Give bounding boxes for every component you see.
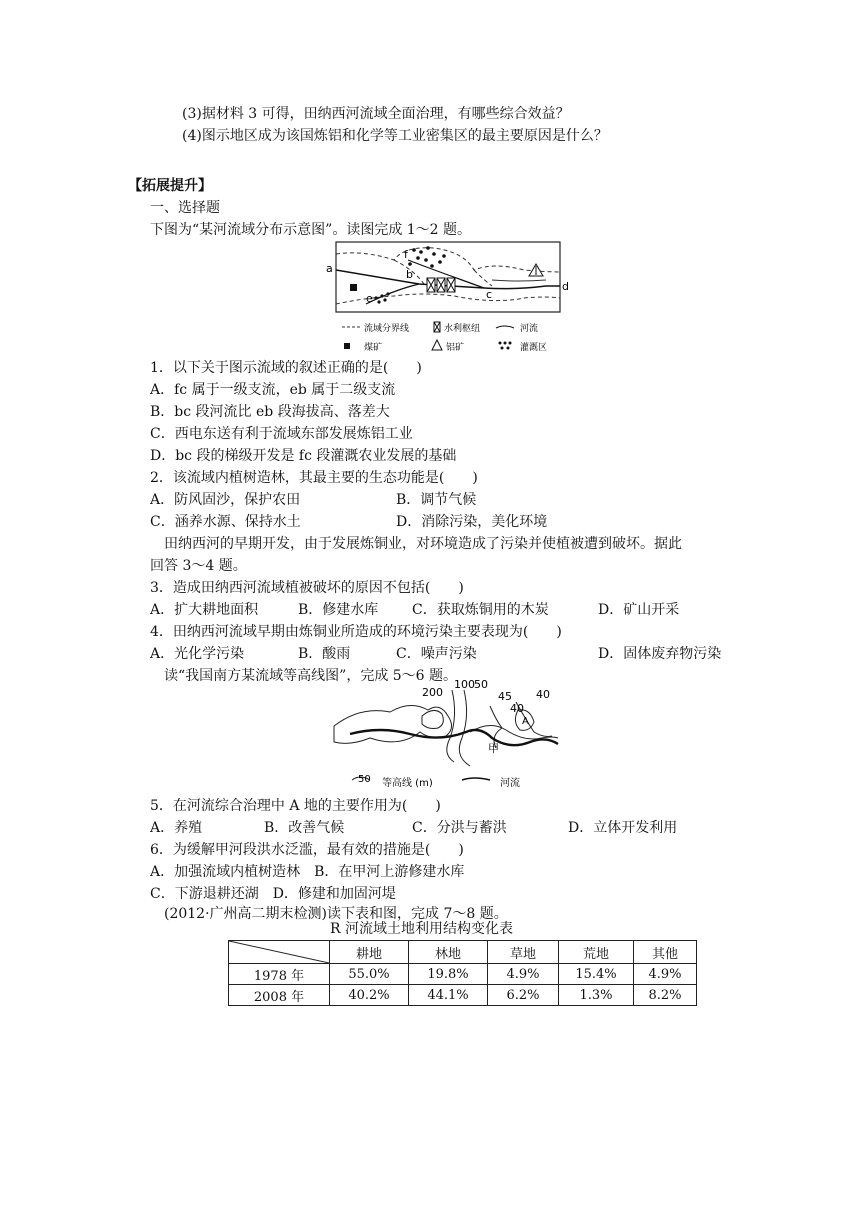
table-row <box>229 985 697 1006</box>
q2-option-d: D．消除污染，美化环境 <box>396 514 548 530</box>
q5-option-a: A．养殖 <box>150 820 203 836</box>
q4-option-d: D．固体废弃物污染 <box>598 646 722 662</box>
boundary-north <box>336 248 560 272</box>
question-4-text: (4)图示地区成为该国炼铝和化学等工业密集区的最主要原因是什么？ <box>182 128 608 144</box>
table-row <box>229 964 697 985</box>
q3-option-c: C．获取炼铜用的木炭 <box>412 602 549 618</box>
q3-stem: 3．造成田纳西河流域植被破坏的原因不包括( ) <box>150 580 464 596</box>
table-header: 其他 <box>634 941 697 964</box>
table-corner-cell <box>229 941 330 964</box>
boundary-inner-b <box>474 270 492 286</box>
q6-options-cd: C．下游退耕还湖 D．修建和加固河堤 <box>150 886 396 902</box>
contour-label-40b: 40 <box>510 702 524 715</box>
subsection-title: 一、选择题 <box>150 200 220 216</box>
legend-dam: 水利枢纽 <box>444 324 481 334</box>
table-cell: 1.3% <box>559 985 634 1006</box>
q6-stem: 6．为缓解甲河段洪水泛滥，最有效的措施是( ) <box>150 842 464 858</box>
land-use-table <box>228 940 697 1006</box>
contour-label-40a: 40 <box>536 688 550 701</box>
table-cell: 4.9% <box>634 964 697 985</box>
q5-option-c: C．分洪与蓄洪 <box>412 820 507 836</box>
map-label-c: c <box>486 288 493 301</box>
legend-river: 河流 <box>520 324 539 334</box>
contour-label-50: 50 <box>474 678 488 691</box>
table-header: 荒地 <box>559 941 634 964</box>
contour-label-200: 200 <box>422 686 443 699</box>
legend-irrigation: 灌溉区 <box>520 343 548 353</box>
table-caption: R 河流域土地利用结构变化表 <box>330 921 513 937</box>
aluminum-mine-icon <box>529 264 543 276</box>
map-label-f: f <box>404 248 408 261</box>
q4-option-b: B．酸雨 <box>298 646 351 662</box>
q2-stem: 2．该流域内植树造林，其最主要的生态功能是( ) <box>150 470 478 486</box>
contour-200 <box>422 710 443 728</box>
q1-option-c: C．西电东送有利于流域东部发展炼铝工业 <box>150 426 413 442</box>
q2-option-c: C．涵养水源、保持水土 <box>150 514 301 530</box>
map2-legend <box>352 774 520 789</box>
table-cell: 19.8% <box>409 964 488 985</box>
point-jia-label: 甲 <box>488 742 499 755</box>
table-header: 林地 <box>409 941 488 964</box>
point-a-label: A <box>522 716 529 727</box>
legend-contour: 等高线 (m) <box>382 778 433 789</box>
q3-option-d: D．矿山开采 <box>598 602 680 618</box>
section-title: 【拓展提升】 <box>128 178 212 194</box>
table-row-year: 1978 年 <box>229 964 330 985</box>
legend-contour-value: 50 <box>358 774 371 785</box>
q1-option-d: D．bc 段的梯级开发是 fc 段灌溉农业发展的基础 <box>150 448 457 464</box>
legend-river-2: 河流 <box>500 778 520 789</box>
legend-coal: 煤矿 <box>364 343 383 353</box>
table-cell: 44.1% <box>409 985 488 1006</box>
intro-1-2: 下图为“某河流域分布示意图”。读图完成 1～2 题。 <box>150 222 472 238</box>
q3-option-b: B．修建水库 <box>298 602 379 618</box>
contour-100 <box>447 690 455 762</box>
q1-option-a: A．fc 属于一级支流，eb 属于二级支流 <box>150 382 396 398</box>
channel-line <box>492 280 546 281</box>
map1-legend <box>342 322 547 353</box>
q4-option-a: A．光化学污染 <box>150 646 245 662</box>
dam-symbols <box>427 278 455 292</box>
q1-option-b: B．bc 段河流比 eb 段海拔高、落差大 <box>150 404 390 420</box>
table-cell: 4.9% <box>488 964 559 985</box>
table-cell: 8.2% <box>634 985 697 1006</box>
river-basin-map <box>324 240 574 358</box>
contour-map <box>330 676 560 794</box>
q5-option-b: B．改善气候 <box>264 820 345 836</box>
q2-option-b: B．调节气候 <box>396 492 477 508</box>
q4-stem: 4．田纳西河流域早期由炼铜业所造成的环境污染主要表现为( ) <box>150 624 562 640</box>
intro-5-6: 读“我国南方某流域等高线图”，完成 5～6 题。 <box>164 668 458 684</box>
table-cell: 15.4% <box>559 964 634 985</box>
table-header-row <box>229 941 697 964</box>
q5-stem: 5．在河流综合治理中 A 地的主要作用为( ) <box>150 798 441 814</box>
tributary-eb <box>366 284 419 304</box>
table-row-year: 2008 年 <box>229 985 330 1006</box>
question-3-text: (3)据材料 3 可得，田纳西河流域全面治理，有哪些综合效益？ <box>182 106 570 122</box>
contour-50 <box>459 690 470 766</box>
legend-boundary: 流域分界线 <box>364 324 410 334</box>
q1-stem: 1．以下关于图示流域的叙述正确的是( ) <box>150 360 422 376</box>
map-label-a: a <box>326 262 333 275</box>
map-label-b: b <box>406 268 413 281</box>
table-cell: 55.0% <box>330 964 409 985</box>
river-line <box>350 730 558 745</box>
table-header: 耕地 <box>330 941 409 964</box>
map-label-d: d <box>562 280 569 293</box>
q2-option-a: A．防风固沙，保护农田 <box>150 492 301 508</box>
coal-mine-icon <box>350 284 357 291</box>
contour-label-100: 100 <box>454 678 475 691</box>
legend-aluminum: 铝矿 <box>446 343 465 353</box>
map-label-e: e <box>366 292 373 305</box>
q3-option-a: A．扩大耕地面积 <box>150 602 259 618</box>
q5-option-d: D．立体开发利用 <box>568 820 678 836</box>
table-cell: 6.2% <box>488 985 559 1006</box>
intro-3-4-line2: 回答 3～4 题。 <box>150 558 247 574</box>
table-header: 草地 <box>488 941 559 964</box>
q4-option-c: C．噪声污染 <box>396 646 477 662</box>
intro-3-4-line1: 田纳西河的早期开发，由于发展炼铜业，对环境造成了污染并使植被遭到破坏。据此 <box>164 536 682 552</box>
contour-label-45: 45 <box>498 690 512 703</box>
table-cell: 40.2% <box>330 985 409 1006</box>
intro-7-8: (2012·广州高二期末检测)读下表和图，完成 7～8 题。 <box>164 906 508 922</box>
q6-options-ab: A．加强流域内植树造林 B．在甲河上游修建水库 <box>150 864 465 880</box>
